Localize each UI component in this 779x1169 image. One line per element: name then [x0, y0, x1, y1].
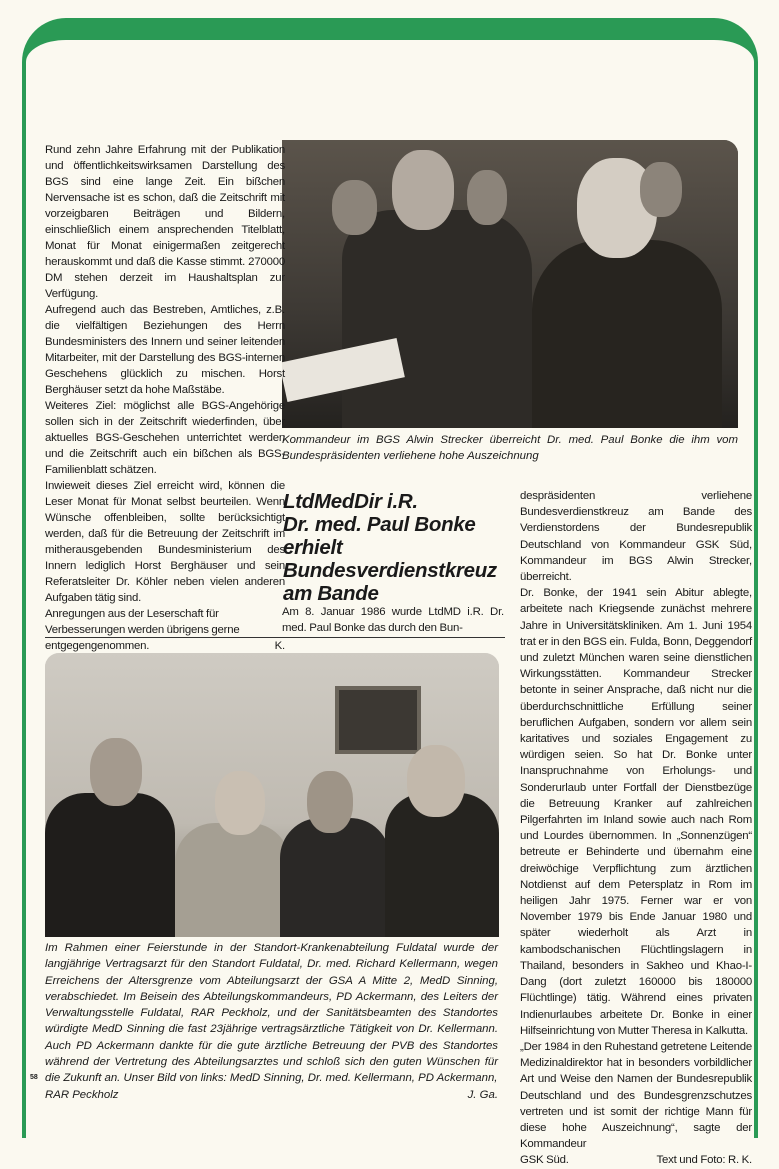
headline-line: LtdMedDir i.R.: [283, 490, 418, 513]
head: [307, 771, 353, 833]
person-kellermann: [175, 823, 290, 937]
paragraph: Dr. Bonke, der 1941 sein Abitur ablegte, arbeitete nach Kriegsende zunächst mehrere Jahre in Universitätskliniken. Am 1. Juni 1954 trat er in den BGS ein. Fulda, Bonn, Deggendorf und zuletzt München waren seine dienstlichen Wirkungsstätten. Kommandeur Strecker betonte in seiner Ansprache, daß nicht nur die überdurchschnittliche Erfüllung seiner beruflichen Aufgaben, sondern vor allem sein karitatives und soziales Engagement zu würdigen seien. So hat Dr. Bonke unter Inanspruchnahme von Erholungs- und Sonderurlaub unter Fortfall der Dienstbezüge die Betreuung Kranker auf zahlreichen Pilgerfahrten im Inland sowie auch nach Rom und Lourdes übernommen. In „Sonnenzügen“ betreute er Behinderte und übernahm eine dreiwöchige Verpflichtung zum ärztlichen Notdienst auf dem Petersplatz in Rom im heiligen Jahr 1975. Ferner war er von November 1979 bis Ende Januar 1980 und später wiederholt als Arzt in kambodschanischen Flüchtlingslagern in Thailand, besonders in Sakheo und Khao-I-Dang (dort zuletzt 160000 bis 180000 Flüchtlinge) tätig. Während eines privaten Indienurlaubes arbeitete Dr. Bonke in einer Hilfseinrichtung von Mutter Theresa in Kalkutta.: [520, 587, 752, 1037]
paragraph: [45, 606, 285, 654]
photo-award-ceremony: [282, 140, 738, 428]
paragraph: Weiteres Ziel: möglichst alle BGS-Angehörige sollen sich in der Zeitschrift wiederfinden, über aktuelles BGS-Geschehen unterrichtet werden und die Zeitschrift auch ein bißchen als BGS-Familienblatt schätzen.: [45, 400, 285, 476]
person-ackermann: [280, 818, 390, 937]
headline-line: Dr. med. Paul Bonke: [283, 513, 476, 536]
caption-text-end: RAR Peckholz: [45, 1088, 119, 1101]
paragraph: [520, 1152, 752, 1168]
left-column-text: [45, 142, 285, 654]
recipient-figure: [532, 240, 722, 428]
paragraph: despräsidenten verliehene Bundesverdienstkreuz am Bande des Verdienstordens der Bundesrepublik Deutschland von Kommandeur GSK Süd, Kommandeur im BGS Alwin Strecker, überreicht.: [520, 490, 752, 584]
paragraph: „Der 1984 in den Ruhestand getretene Leitende Medizinaldirektor hat in besonders vorbildlicher Art und Weise den Namen der Bundesrepublik Deutschland und des Bundesgrenzschutzes vertreten und ist somit der richtige Mann für diese hohe Auszeichnung“, sagte der Kommandeur: [520, 1040, 752, 1151]
background-person: [640, 162, 682, 217]
article-headline: [283, 490, 508, 605]
paragraph: Inwieweit dieses Ziel erreicht wird, können die Leser Monat für Monat selbst beurteilen. Wenn Wünsche offenbleiben, sollte berücksichtigt werden, daß für die Betreuung der Zeitschrift im mitherausgebenden Bundesministerium des Innern lediglich Horst Berghäuser und sein Referatsleiter Dr. Köhler neben vielen anderen Aufgaben tätig sind.: [45, 480, 285, 604]
headline-line: erhielt: [283, 536, 343, 559]
article-intro: Am 8. Januar 1986 wurde LtdMD i.R. Dr. med. Paul Bonke das durch den Bun-: [282, 606, 504, 634]
officer-figure: [342, 210, 532, 428]
paragraph: Aufregend auch das Bestreben, Amtliches, z.B. die vielfältigen Beziehungen des Herrn Bundesministers des Innern und seiner leitenden Mitarbeiter, mit der Darstellung des BGS-internen Geschehens glücklich zu mischen. Horst Berghäuser setzt da hohe Maßstäbe.: [45, 304, 285, 396]
background-person: [332, 180, 377, 235]
headline-line: Bundesverdienstkreuz: [283, 559, 497, 582]
paragraph: Rund zehn Jahre Erfahrung mit der Publikation und öffentlichkeitswirksamen Darstellung des BGS sind eine lange Zeit. Ein bißchen Nervensache ist es schon, daß die Zeitschrift mit vorzeigbaren Beiträgen und Bildern, einschließlich einem ansprechenden Titelblatt, Monat für Monat einigermaßen zeitgerecht herauskommt und daß die Kasse stimmt. 270000 DM stehen derzeit im Haushaltsplan zur Verfügung.: [45, 144, 285, 300]
caption-text: Im Rahmen einer Feierstunde in der Standort-Krankenabteilung Fuldatal wurde der langjährige Vertragsarzt für den Standort Fuldatal, Dr. med. Richard Kellermann, wegen Erreichens der Altersgrenze vom Abteilungsarzt der GSA A Mitte 2, MedD Sinning, verabschiedet. Im Beisein des Abteilungskommandeurs, PD Ackermann, des Leiters der Verwaltungsstelle Fuldatal, RAR Peckholz, und der Sanitätsbeamten des Standortes würdigte MedD Sinning die fast 23jährige vertragsärztliche Tätigkeit von Dr. Kellermann. Auch PD Ackermann dankte für die gute ärztliche Betreuung der PVB des Standortes während der Vertretung des Abteilungsarztes und schloß sich den guten Wünschen für die Zukunft an. Unser Bild von links: MedD Sinning, Dr. med. Kellermann, PD Ackermann,: [45, 942, 498, 1085]
closing-text: Anregungen aus der Leserschaft für Verbesserungen werden übrigens gerne entgegengenommen.: [45, 608, 240, 652]
background-person: [467, 170, 507, 225]
person-sinning: [45, 793, 175, 937]
right-column-text: [520, 488, 752, 1169]
head: [215, 771, 265, 835]
headline-line: am Bande: [283, 582, 379, 605]
photo1-caption: Kommandeur im BGS Alwin Strecker überreicht Dr. med. Paul Bonke die ihm vom Bundespräsidenten verliehene hohe Auszeichnung: [282, 434, 738, 463]
photo2-caption: [45, 940, 498, 1103]
author-initials: J. Ga.: [467, 1088, 498, 1101]
framed-picture: [335, 686, 421, 754]
photo-farewell-group: [45, 653, 499, 937]
closing-text: GSK Süd.: [520, 1154, 569, 1167]
caption-last-line: [45, 1087, 498, 1103]
officer-head: [392, 150, 454, 230]
head: [407, 745, 465, 817]
author-initial: K.: [274, 640, 285, 652]
photo-credit: Text und Foto: R. K.: [656, 1154, 752, 1167]
head: [90, 738, 142, 806]
page-number: 58: [30, 1074, 38, 1081]
